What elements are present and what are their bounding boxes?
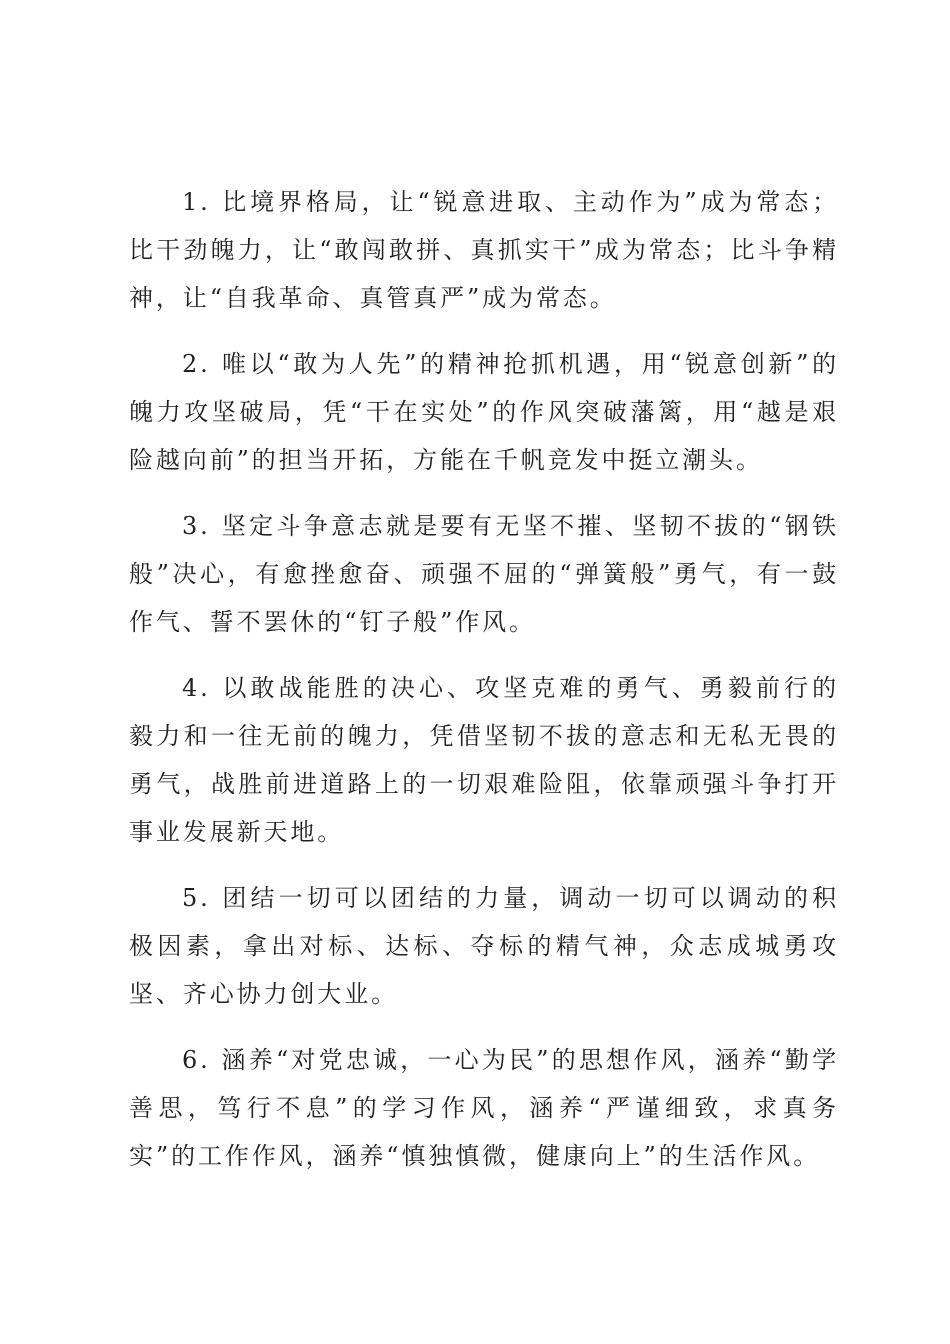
paragraph-2: 2. 唯以“敢为人先”的精神抢抓机遇，用“锐意创新”的魄力攻坚破局，凭“干在实处”的作风突破藩篱，用“越是艰险越向前”的担当开拓，方能在千帆竞发中挺立潮头。 xyxy=(129,350,839,474)
paragraph-4: 4. 以敢战能胜的决心、攻坚克难的勇气、勇毅前行的毅力和一往无前的魄力，凭借坚韧不拔的意志和无私无畏的勇气，战胜前进道路上的一切艰难险阻，依靠顽强斗争打开事业发展新天地。 xyxy=(129,674,839,846)
paragraph-1: 1. 比境界格局，让“锐意进取、主动作为”成为常态；比干劲魄力，让“敢闯敢拼、真抓实干”成为常态；比斗争精神，让“自我革命、真管真严”成为常态。 xyxy=(129,188,839,312)
paragraph-5: 5. 团结一切可以团结的力量，调动一切可以调动的积极因素，拿出对标、达标、夺标的精气神，众志成城勇攻坚、齐心协力创大业。 xyxy=(129,884,839,1008)
document-body xyxy=(129,178,839,1198)
paragraph-3: 3. 坚定斗争意志就是要有无坚不摧、坚韧不拔的“钢铁般”决心，有愈挫愈奋、顽强不屈的“弹簧般”勇气，有一鼓作气、誓不罢休的“钉子般”作风。 xyxy=(129,512,839,636)
paragraph-6: 6. 涵养“对党忠诚，一心为民”的思想作风，涵养“勤学善思，笃行不息”的学习作风，涵养“严谨细致，求真务实”的工作作风，涵养“慎独慎微，健康向上”的生活作风。 xyxy=(129,1046,839,1170)
